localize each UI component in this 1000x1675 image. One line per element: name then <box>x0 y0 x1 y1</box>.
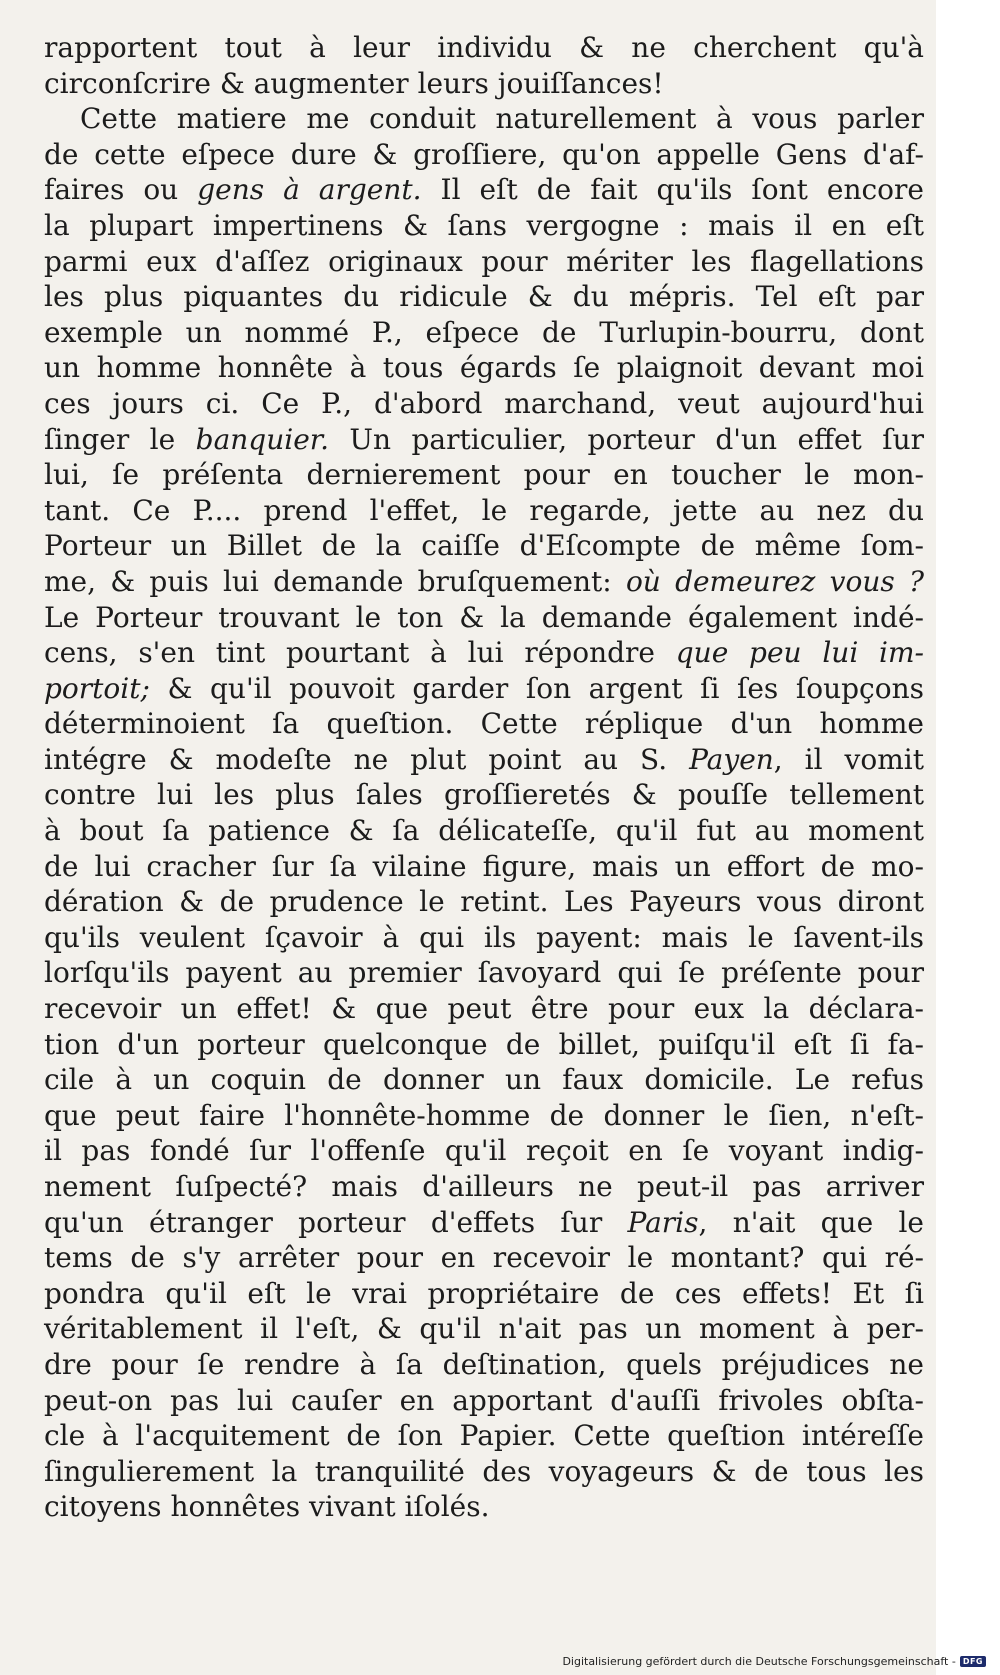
text-segment: & qu'il pouvoit garder ſon argent ſi ſes ſoupçons <box>149 671 924 705</box>
text-segment: lorſqu'ils payent au premier ſavoyard qui ſe préſente pour <box>44 956 924 990</box>
text-line <box>44 955 924 991</box>
text-line <box>44 635 924 671</box>
text-line <box>44 564 924 600</box>
text-segment: Un particulier, porteur d'un effet ſur <box>328 422 925 456</box>
text-segment: Cette matiere me conduit naturellement à vous parler <box>80 102 924 136</box>
text-segment: lui, ſe préſenta dernierement pour en toucher le mon- <box>44 458 924 492</box>
text-line <box>44 208 924 244</box>
text-segment: déterminoient ſa queſtion. Cette réplique d'un homme <box>44 707 924 741</box>
text-line <box>44 1240 924 1276</box>
text-segment: un homme honnête à tous égards ſe plaignoit devant moi <box>44 351 924 385</box>
text-line <box>44 1489 924 1525</box>
text-line <box>44 66 924 102</box>
text-segment: peut-on pas lui cauſer en apportant d'auſſi frivoles obſta- <box>44 1383 924 1417</box>
italic-segment: gens à argent. <box>197 173 422 207</box>
text-line <box>44 457 924 493</box>
text-segment: véritablement il l'eſt, & qu'il n'ait pas un moment à per- <box>44 1312 924 1346</box>
text-line <box>44 528 924 564</box>
text-segment: la plupart impertinens & ſans vergogne : mais il en eſt <box>44 208 924 242</box>
text-segment: tant. Ce P.... prend l'effet, le regarde, jette au nez du <box>44 493 924 527</box>
text-line <box>44 671 924 707</box>
text-line <box>44 1418 924 1454</box>
text-line <box>44 1027 924 1063</box>
text-segment: Le Porteur trouvant le ton & la demande également indé- <box>44 600 924 634</box>
text-segment: tems de s'y arrêter pour en recevoir le montant? qui ré- <box>44 1241 924 1275</box>
text-segment: Il eſt de fait qu'ils ſont encore <box>421 173 924 207</box>
text-line <box>44 742 924 778</box>
text-line <box>44 1311 924 1347</box>
text-line <box>44 920 924 956</box>
text-segment: exemple un nommé P., eſpece de Turlupin-bourru, dont <box>44 315 924 349</box>
text-line <box>44 777 924 813</box>
italic-segment: où demeurez vous ? <box>625 564 924 598</box>
text-segment: qu'un étranger porteur d'effets ſur <box>44 1205 628 1239</box>
text-segment: de cette eſpece dure & groſſiere, qu'on appelle Gens d'af- <box>44 137 924 171</box>
text-segment: citoyens honnêtes vivant iſolés. <box>44 1490 490 1524</box>
text-line <box>44 1276 924 1312</box>
digitization-credit <box>562 1655 986 1668</box>
text-line <box>44 1454 924 1490</box>
text-line <box>44 600 924 636</box>
text-segment: ſingulierement la tranquilité des voyageurs & de tous les <box>44 1454 924 1488</box>
text-line <box>44 1205 924 1241</box>
italic-segment: portoit; <box>44 671 150 705</box>
text-segment: faires ou <box>44 173 198 207</box>
text-line <box>44 1133 924 1169</box>
text-line <box>44 244 924 280</box>
text-segment: de lui cracher ſur ſa vilaine figure, mais un effort de mo- <box>44 849 924 883</box>
text-segment: pondra qu'il eſt le vrai propriétaire de ces effets! Et ſi <box>44 1276 924 1310</box>
text-segment: parmi eux d'aſſez originaux pour mériter les flagellations <box>44 244 924 278</box>
text-segment: ſinger le <box>44 422 196 456</box>
text-line <box>44 101 924 137</box>
text-segment: que peut faire l'honnête-homme de donner le ſien, n'eſt- <box>44 1098 924 1132</box>
italic-segment: banquier. <box>195 422 329 456</box>
text-line <box>44 386 924 422</box>
text-segment: cens, s'en tint pourtant à lui répondre <box>44 636 676 670</box>
text-line <box>44 991 924 1027</box>
text-segment: intégre & modeſte ne plut point au S. <box>44 742 690 776</box>
text-segment: dre pour ſe rendre à ſa deſtination, quels préjudices ne <box>44 1347 924 1381</box>
text-segment: Porteur un Billet de la caiſſe d'Eſcompte de même ſom- <box>44 529 924 563</box>
text-line <box>44 1098 924 1134</box>
text-segment: dération & de prudence le retint. Les Payeurs vous diront <box>44 885 924 919</box>
text-line <box>44 137 924 173</box>
text-line <box>44 849 924 885</box>
text-line <box>44 315 924 351</box>
text-segment: , n'ait que le <box>698 1205 924 1239</box>
text-line <box>44 172 924 208</box>
text-segment: nement ſuſpecté? mais d'ailleurs ne peut-il pas arriver <box>44 1170 924 1203</box>
italic-segment: que peu lui im- <box>675 636 924 670</box>
text-segment: à bout ſa patience & ſa délicateſſe, qu'il fut au moment <box>44 814 924 848</box>
text-segment: me, & puis lui demande bruſquement: <box>44 564 626 598</box>
text-segment: rapportent tout à leur individu & ne cherchent qu'à <box>44 31 924 64</box>
text-segment: les plus piquantes du ridicule & du mépris. Tel eſt par <box>44 280 924 314</box>
text-line <box>44 1169 924 1205</box>
text-segment: il pas fondé ſur l'offenſe qu'il reçoit en ſe voyant indig- <box>44 1134 924 1168</box>
text-line <box>44 1383 924 1419</box>
italic-segment: Payen <box>689 742 774 776</box>
text-line <box>44 1347 924 1383</box>
text-line <box>44 350 924 386</box>
right-margin-strip <box>936 0 1000 1675</box>
dfg-logo: DFG <box>960 1656 986 1667</box>
text-segment: cle à l'acquitement de ſon Papier. Cette queſtion intéreſſe <box>44 1419 924 1453</box>
text-line <box>44 279 924 315</box>
text-line <box>44 706 924 742</box>
text-segment: ces jours ci. Ce P., d'abord marchand, veut aujourd'hui <box>44 386 924 420</box>
text-segment: recevoir un effet! & que peut être pour eux la déclara- <box>44 992 924 1026</box>
body-text <box>44 30 924 1525</box>
text-line <box>44 493 924 529</box>
text-line <box>44 422 924 458</box>
text-segment: qu'ils veulent ſçavoir à qui ils payent: mais le ſavent-ils <box>44 920 924 954</box>
text-line <box>44 813 924 849</box>
text-line <box>44 1062 924 1098</box>
text-segment: cile à un coquin de donner un faux domicile. Le refus <box>44 1063 924 1097</box>
text-segment: tion d'un porteur quelconque de billet, puiſqu'il eſt ſi fa- <box>44 1027 924 1061</box>
text-line <box>44 884 924 920</box>
credit-text: Digitalisierung gefördert durch die Deutsche Forschungsgemeinschaft - <box>562 1655 956 1668</box>
text-segment: contre lui les plus ſales groſſieretés & pouſſe tellement <box>44 778 924 812</box>
text-segment: , il vomit <box>773 742 924 776</box>
text-line <box>44 30 924 66</box>
text-segment: circonſcrire & augmenter leurs jouiſſances! <box>44 66 664 100</box>
italic-segment: Paris <box>627 1205 699 1239</box>
